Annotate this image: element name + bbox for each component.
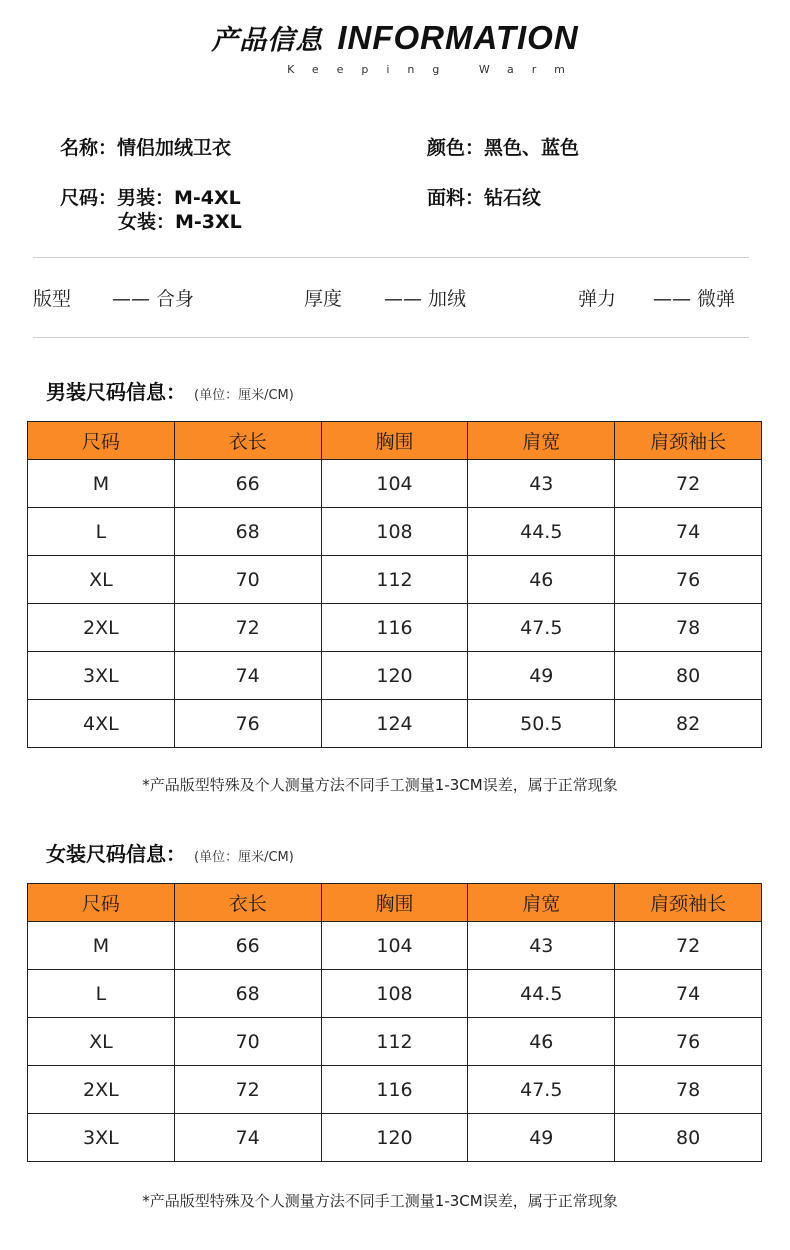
table-cell: 47.5 xyxy=(468,604,615,652)
table-cell: 49 xyxy=(468,652,615,700)
table-cell: 74 xyxy=(174,652,321,700)
table-cell: 112 xyxy=(321,1018,468,1066)
size-women: 女装：M-3XL xyxy=(118,211,242,233)
size-men: 男装：M-4XL xyxy=(117,187,241,209)
table-cell: 76 xyxy=(615,1018,762,1066)
product-name: 名称：情侣加绒卫衣 xyxy=(60,137,232,159)
table-cell: 68 xyxy=(174,508,321,556)
table-cell: 74 xyxy=(615,508,762,556)
table-row xyxy=(28,652,762,700)
table-header-row xyxy=(28,884,762,922)
title-row xyxy=(0,18,790,57)
table-cell: 78 xyxy=(615,1066,762,1114)
table-cell: XL xyxy=(28,1018,175,1066)
table-row xyxy=(28,604,762,652)
table-cell: M xyxy=(28,922,175,970)
table-cell: 76 xyxy=(174,700,321,748)
table-cell: 72 xyxy=(174,1066,321,1114)
table-row xyxy=(28,460,762,508)
product-color: 颜色：黑色、蓝色 xyxy=(427,137,580,159)
table-cell: 78 xyxy=(615,604,762,652)
table-cell: 68 xyxy=(174,970,321,1018)
product-fabric: 面料：钻石纹 xyxy=(427,187,542,209)
table-cell: 124 xyxy=(321,700,468,748)
subtitle: Keeping Warm xyxy=(287,63,583,76)
attr-elastic-label: 弹力 xyxy=(578,288,617,310)
women-title: 女装尺码信息： xyxy=(46,842,186,866)
column-header: 肩宽 xyxy=(468,884,615,922)
table-cell: 120 xyxy=(321,1114,468,1162)
size-label: 尺码： xyxy=(60,187,118,209)
men-note: *产品版型特殊及个人测量方法不同手工测量1-3CM误差，属于正常现象 xyxy=(142,776,618,794)
table-row xyxy=(28,970,762,1018)
table-cell: 72 xyxy=(615,460,762,508)
table-cell: 66 xyxy=(174,922,321,970)
table-cell: 116 xyxy=(321,604,468,652)
women-unit: (单位：厘米/CM) xyxy=(194,850,294,865)
table-cell: 70 xyxy=(174,1018,321,1066)
table-cell: 80 xyxy=(615,652,762,700)
table-cell: L xyxy=(28,970,175,1018)
women-section-title xyxy=(46,838,294,867)
table-cell: 108 xyxy=(321,970,468,1018)
table-cell: 2XL xyxy=(28,1066,175,1114)
table-cell: 72 xyxy=(615,922,762,970)
column-header: 尺码 xyxy=(28,422,175,460)
table-cell: XL xyxy=(28,556,175,604)
table-cell: 120 xyxy=(321,652,468,700)
table-cell: 108 xyxy=(321,508,468,556)
table-row xyxy=(28,1018,762,1066)
table-cell: 82 xyxy=(615,700,762,748)
table-cell: 72 xyxy=(174,604,321,652)
divider-top xyxy=(33,257,749,258)
title-english: INFORMATION xyxy=(337,19,579,56)
table-cell: 46 xyxy=(468,1018,615,1066)
column-header: 肩颈袖长 xyxy=(615,884,762,922)
table-cell: 112 xyxy=(321,556,468,604)
table-row xyxy=(28,556,762,604)
attr-thickness-value: —— 加绒 xyxy=(384,288,467,310)
table-cell: 2XL xyxy=(28,604,175,652)
title-chinese: 产品信息 xyxy=(211,25,324,56)
table-cell: 104 xyxy=(321,922,468,970)
table-cell: 49 xyxy=(468,1114,615,1162)
column-header: 衣长 xyxy=(174,422,321,460)
men-unit: (单位：厘米/CM) xyxy=(194,388,294,403)
attr-fit-label: 版型 xyxy=(33,288,72,310)
table-cell: 43 xyxy=(468,460,615,508)
table-cell: L xyxy=(28,508,175,556)
table-cell: 4XL xyxy=(28,700,175,748)
women-note: *产品版型特殊及个人测量方法不同手工测量1-3CM误差，属于正常现象 xyxy=(142,1192,618,1210)
attr-elastic-value: —— 微弹 xyxy=(653,288,736,310)
table-cell: 74 xyxy=(615,970,762,1018)
men-size-table xyxy=(27,421,762,748)
table-cell: 50.5 xyxy=(468,700,615,748)
men-section-title xyxy=(46,376,294,405)
table-row xyxy=(28,922,762,970)
attr-thickness-label: 厚度 xyxy=(304,288,343,310)
attr-fit-value: —— 合身 xyxy=(112,288,195,310)
page-header xyxy=(0,18,790,76)
table-cell: 47.5 xyxy=(468,1066,615,1114)
table-cell: 76 xyxy=(615,556,762,604)
table-row xyxy=(28,1066,762,1114)
column-header: 尺码 xyxy=(28,884,175,922)
attribute-row xyxy=(0,284,790,312)
men-title: 男装尺码信息： xyxy=(46,380,186,404)
table-cell: 74 xyxy=(174,1114,321,1162)
product-size xyxy=(60,186,242,234)
table-row xyxy=(28,700,762,748)
table-cell: 104 xyxy=(321,460,468,508)
table-cell: 70 xyxy=(174,556,321,604)
table-cell: 44.5 xyxy=(468,970,615,1018)
column-header: 胸围 xyxy=(321,884,468,922)
table-cell: 44.5 xyxy=(468,508,615,556)
table-header-row xyxy=(28,422,762,460)
column-header: 肩颈袖长 xyxy=(615,422,762,460)
women-size-table xyxy=(27,883,762,1162)
table-cell: 3XL xyxy=(28,652,175,700)
table-row xyxy=(28,1114,762,1162)
table-cell: 46 xyxy=(468,556,615,604)
column-header: 肩宽 xyxy=(468,422,615,460)
divider-bottom xyxy=(33,337,749,338)
column-header: 胸围 xyxy=(321,422,468,460)
table-cell: 66 xyxy=(174,460,321,508)
table-cell: 80 xyxy=(615,1114,762,1162)
table-cell: 43 xyxy=(468,922,615,970)
column-header: 衣长 xyxy=(174,884,321,922)
table-cell: 3XL xyxy=(28,1114,175,1162)
table-cell: 116 xyxy=(321,1066,468,1114)
table-row xyxy=(28,508,762,556)
table-cell: M xyxy=(28,460,175,508)
